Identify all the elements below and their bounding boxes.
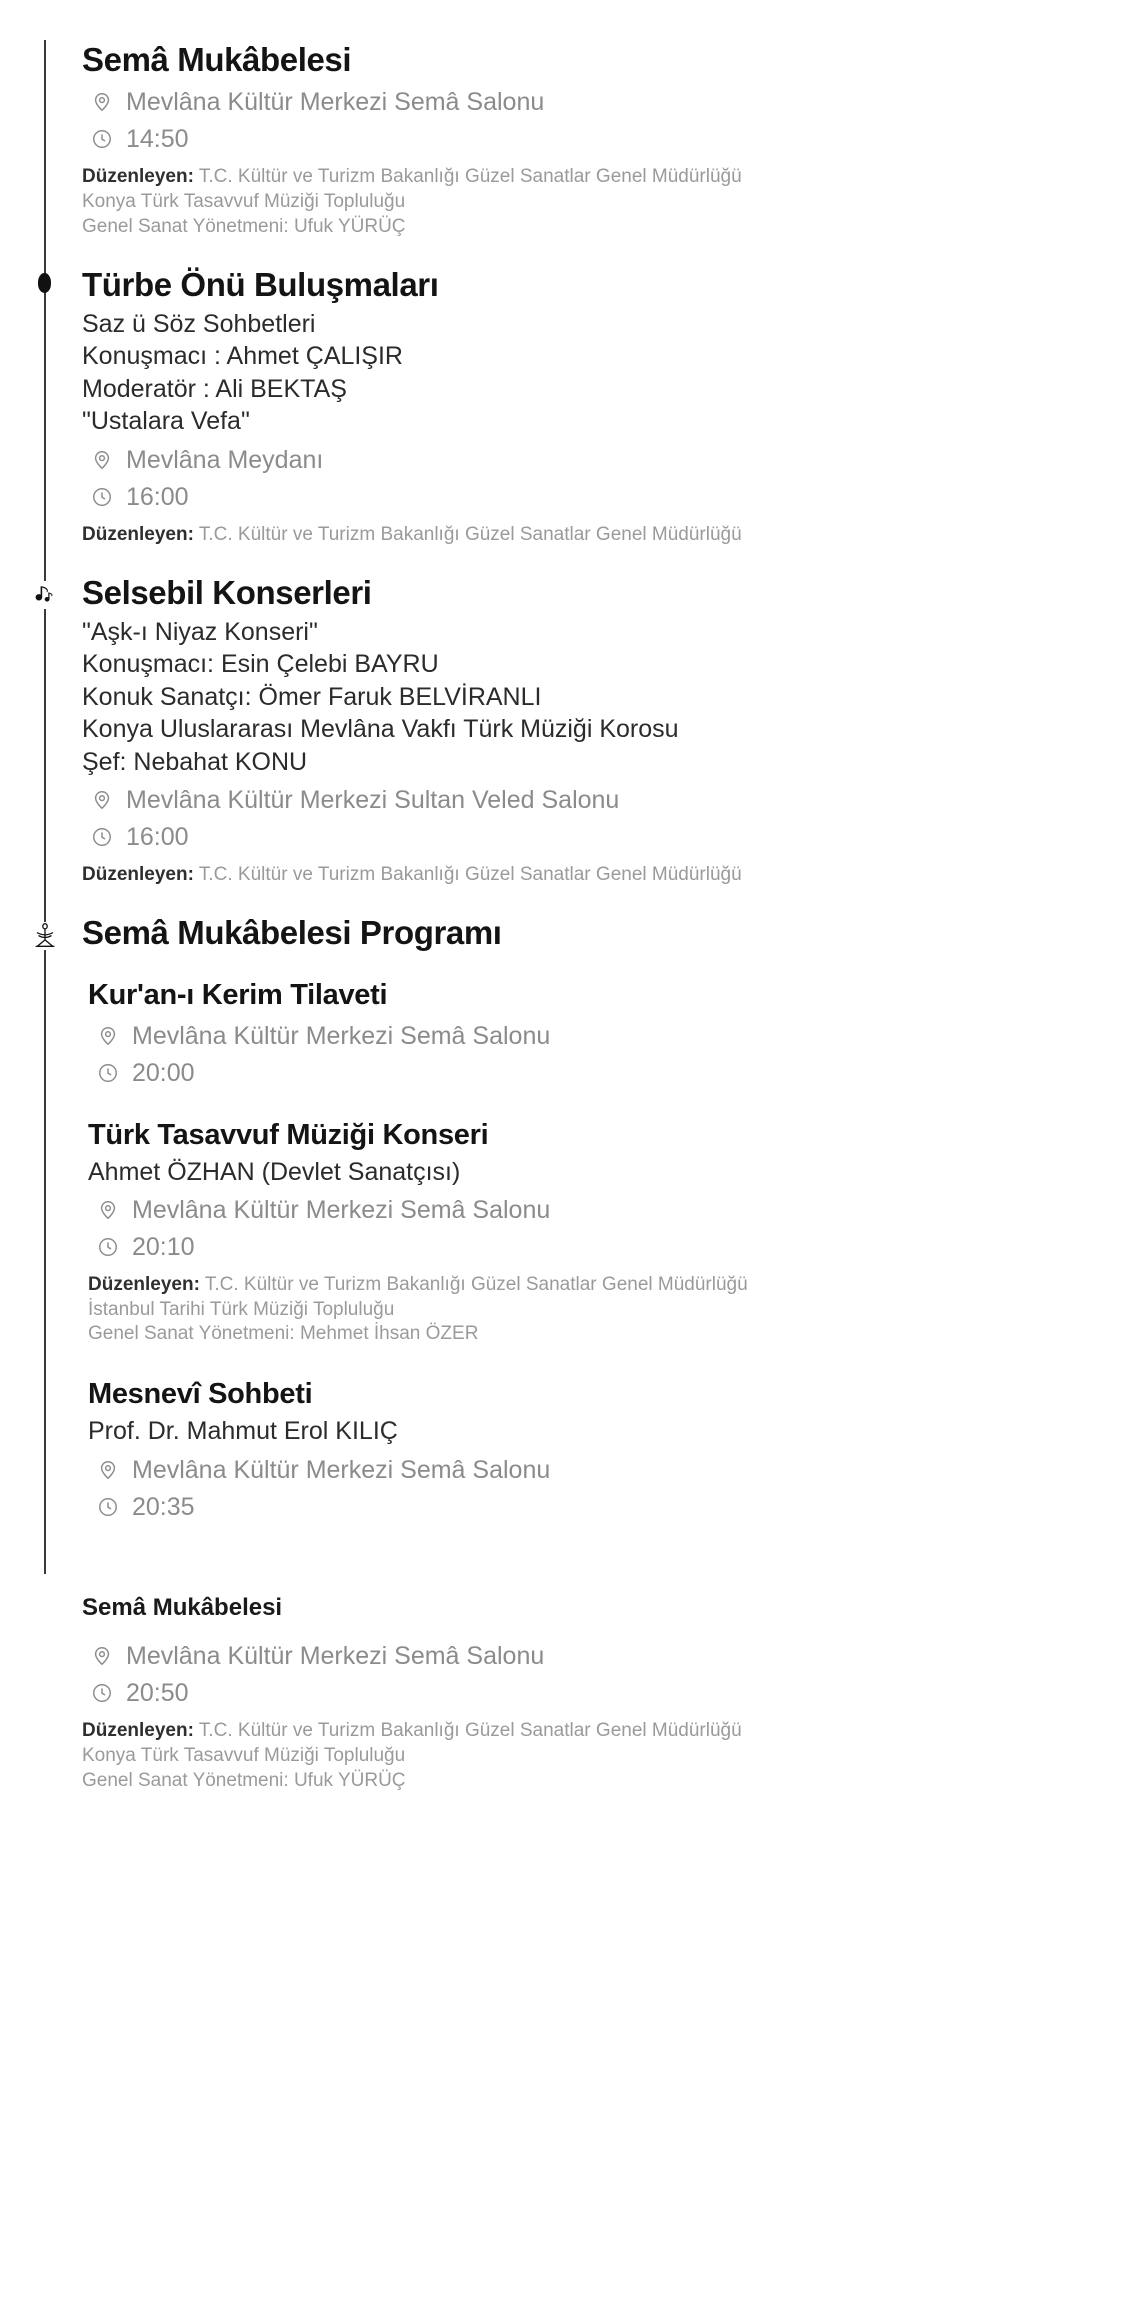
event-time: 16:00	[126, 482, 189, 511]
event-content	[60, 40, 1105, 265]
event-time-row	[82, 124, 1105, 154]
clock-icon	[90, 825, 114, 849]
timeline-rail	[30, 914, 60, 1574]
event-line: Konuk Sanatçı: Ömer Faruk BELVİRANLI	[82, 682, 542, 711]
program-item-title: Mesnevî Sohbeti	[88, 1378, 313, 1411]
event-line: Konya Uluslararası Mevlâna Vakfı Türk Müziği Korosu	[82, 715, 679, 743]
timeline-rail	[30, 40, 60, 265]
organizer-label: Düzenleyen:	[88, 1274, 200, 1296]
program-heading: Semâ Mukâbelesi Programı	[82, 913, 502, 951]
organizer-label: Düzenleyen:	[82, 1720, 194, 1742]
location-pin-icon	[90, 788, 114, 812]
event-line: Konuşmacı: Esin Çelebi BAYRU	[82, 650, 439, 678]
clock-icon	[96, 1495, 120, 1519]
timeline-rail	[30, 1574, 60, 1794]
event-organizer	[82, 1719, 1105, 1793]
organizer-line: Genel Sanat Yönetmeni: Ufuk YÜRÜÇ	[82, 215, 406, 237]
event-organizer	[82, 863, 1105, 888]
event-item	[30, 265, 1105, 573]
event-title: Semâ Mukâbelesi	[82, 1593, 283, 1621]
program-item-venue: Mevlâna Kültür Merkezi Semâ Salonu	[132, 1196, 551, 1225]
event-content	[60, 265, 1105, 573]
event-line: Konuşmacı : Ahmet ÇALIŞIR	[82, 342, 403, 371]
organizer-label: Düzenleyen:	[82, 166, 194, 188]
event-time: 14:50	[126, 125, 189, 154]
event-venue: Mevlâna Kültür Merkezi Sultan Veled Salonu	[126, 786, 620, 814]
whirling-dervish-icon	[33, 922, 57, 950]
event-venue: Mevlâna Kültür Merkezi Semâ Salonu	[126, 1642, 545, 1671]
timeline-line	[44, 914, 46, 1574]
event-title: Semâ Mukâbelesi	[82, 41, 352, 78]
event-line: Saz ü Söz Sohbetleri	[82, 309, 316, 338]
event-content	[60, 573, 1105, 913]
program-item-line: Prof. Dr. Mahmut Erol KILIÇ	[88, 1417, 398, 1446]
event-time-row	[82, 1678, 1105, 1708]
program-item-time-row	[88, 1492, 1105, 1522]
event-venue: Mevlâna Meydanı	[126, 445, 324, 474]
organizer-line: T.C. Kültür ve Turizm Bakanlığı Güzel Sanatlar Genel Müdürlüğü	[198, 864, 742, 885]
program-item-venue-row	[88, 1195, 1105, 1225]
clock-icon	[96, 1061, 120, 1085]
program-item	[82, 1118, 1105, 1348]
event-line: Şef: Nebahat KONU	[82, 747, 308, 776]
event-line: "Aşk-ı Niyaz Konseri"	[82, 617, 318, 646]
location-pin-icon	[96, 1458, 120, 1482]
clock-icon	[90, 1681, 114, 1705]
event-venue: Mevlâna Kültür Merkezi Semâ Salonu	[126, 88, 545, 117]
organizer-label: Düzenleyen:	[82, 523, 194, 545]
event-venue-row	[82, 785, 1105, 815]
event-time-row	[82, 482, 1105, 512]
event-item	[30, 573, 1105, 913]
event-venue-row	[82, 87, 1105, 117]
event-title: Türbe Önü Buluşmaları	[82, 266, 439, 304]
event-time-row	[82, 822, 1105, 852]
program-item-time: 20:35	[132, 1492, 195, 1521]
timeline-line	[44, 573, 46, 913]
clock-icon	[90, 485, 114, 509]
location-pin-icon	[96, 1024, 120, 1048]
event-organizer	[82, 165, 1105, 239]
organizer-line: Konya Türk Tasavvuf Müziği Topluluğu	[82, 190, 406, 212]
program-item-venue: Mevlâna Kültür Merkezi Semâ Salonu	[132, 1021, 551, 1050]
program-item-time-row	[88, 1232, 1105, 1262]
organizer-line: T.C. Kültür ve Turizm Bakanlığı Güzel Sanatlar Genel Müdürlüğü	[198, 166, 742, 188]
program-item-time: 20:00	[132, 1058, 195, 1087]
program-item	[82, 1377, 1105, 1521]
program-item-title: Kur'an-ı Kerim Tilaveti	[88, 978, 388, 1011]
program-item-venue: Mevlâna Kültür Merkezi Semâ Salonu	[132, 1455, 551, 1484]
organizer-line: Konya Türk Tasavvuf Müziği Topluluğu	[82, 1745, 406, 1767]
organizer-label: Düzenleyen:	[82, 864, 194, 885]
event-item	[30, 40, 1105, 265]
organizer-line: T.C. Kültür ve Turizm Bakanlığı Güzel Sanatlar Genel Müdürlüğü	[204, 1274, 748, 1296]
program-item-venue-row	[88, 1021, 1105, 1051]
timeline-rail	[30, 573, 60, 913]
location-pin-icon	[90, 448, 114, 472]
timeline-rail	[30, 265, 60, 573]
program-item-line: Ahmet ÖZHAN (Devlet Sanatçısı)	[88, 1157, 461, 1186]
event-line: Moderatör : Ali BEKTAŞ	[82, 374, 347, 403]
clock-icon	[96, 1235, 120, 1259]
organizer-line: Genel Sanat Yönetmeni: Mehmet İhsan ÖZER	[88, 1323, 479, 1345]
event-organizer	[82, 523, 1105, 548]
event-time: 16:00	[126, 823, 189, 851]
program-item-venue-row	[88, 1455, 1105, 1485]
organizer-line: Genel Sanat Yönetmeni: Ufuk YÜRÜÇ	[82, 1769, 406, 1791]
event-venue-row	[82, 445, 1105, 475]
program-item	[82, 978, 1105, 1088]
timeline-line	[44, 265, 46, 573]
location-pin-icon	[90, 90, 114, 114]
event-item	[30, 1574, 1105, 1794]
program-group	[30, 914, 1105, 1574]
event-time: 20:50	[126, 1679, 189, 1708]
program-item-time: 20:10	[132, 1233, 195, 1262]
organizer-line: T.C. Kültür ve Turizm Bakanlığı Güzel Sanatlar Genel Müdürlüğü	[198, 1720, 742, 1742]
event-venue-row	[82, 1641, 1105, 1671]
event-line: "Ustalara Vefa"	[82, 407, 250, 436]
timeline-dot-marker	[38, 273, 51, 293]
organizer-line: T.C. Kültür ve Turizm Bakanlığı Güzel Sanatlar Genel Müdürlüğü	[198, 523, 742, 545]
event-content	[60, 1574, 1105, 1794]
program-item-title: Türk Tasavvuf Müziği Konseri	[88, 1118, 489, 1151]
location-pin-icon	[90, 1644, 114, 1668]
program-item-time-row	[88, 1058, 1105, 1088]
clock-icon	[90, 127, 114, 151]
timeline-line	[44, 40, 46, 265]
organizer-line: İstanbul Tarihi Türk Müziği Topluluğu	[88, 1298, 395, 1320]
program-content	[60, 914, 1105, 1574]
location-pin-icon	[96, 1198, 120, 1222]
program-item-organizer	[88, 1273, 1105, 1347]
event-title: Selsebil Konserleri	[82, 574, 372, 612]
music-note-icon	[33, 581, 57, 609]
